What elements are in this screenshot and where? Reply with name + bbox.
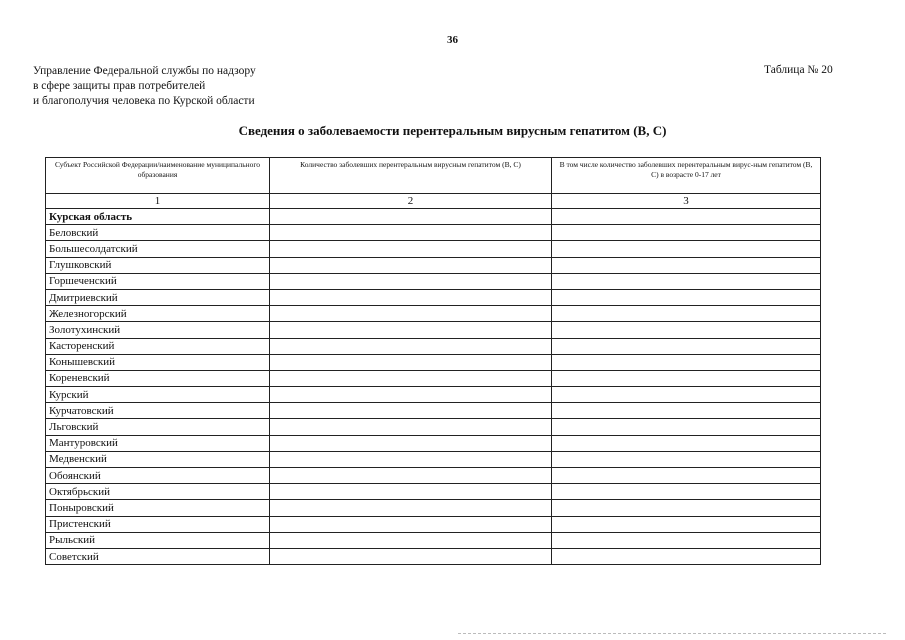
page-number: 36 [447,34,458,46]
cases-0-17-cell[interactable] [552,468,821,484]
cases-0-17-cell[interactable] [552,306,821,322]
total-cases-cell[interactable] [270,306,552,322]
table-row [46,225,821,241]
cases-0-17-cell[interactable] [552,548,821,564]
column-header-total-cases: Количество заболевших перентеральным вирусным гепатитом (В, С) [270,158,552,194]
district-name-cell: Обоянский [46,468,270,484]
total-cases-cell[interactable] [270,257,552,273]
footer-divider [458,633,886,634]
district-name-cell: Железногорский [46,306,270,322]
table-row [46,435,821,451]
column-header-cases-0-17: В том числе количество заболевших перентеральным вирус-ным гепатитом (В, С) в возрасте 0-17 лет [552,158,821,194]
district-name-cell: Курская область [46,209,270,225]
total-cases-cell[interactable] [270,338,552,354]
table-row [46,468,821,484]
cases-0-17-cell[interactable] [552,516,821,532]
document-title: Сведения о заболеваемости перентеральным вирусным гепатитом (В, С) [238,123,667,138]
total-cases-cell[interactable] [270,209,552,225]
total-cases-cell[interactable] [270,225,552,241]
table-row [46,338,821,354]
total-cases-cell[interactable] [270,322,552,338]
organization-header [33,64,256,109]
column-header-subject: Субъект Российской Федерации/наименование муниципального образования [46,158,270,194]
district-name-cell: Рыльский [46,532,270,548]
table-row [46,322,821,338]
table-row [46,532,821,548]
total-cases-cell[interactable] [270,241,552,257]
district-name-cell: Горшеченский [46,273,270,289]
table-row [46,257,821,273]
district-name-cell: Дмитриевский [46,289,270,305]
total-cases-cell[interactable] [270,370,552,386]
total-cases-cell[interactable] [270,548,552,564]
cases-0-17-cell[interactable] [552,273,821,289]
total-cases-cell[interactable] [270,532,552,548]
table-row [46,306,821,322]
district-name-cell: Курчатовский [46,403,270,419]
district-name-cell: Кореневский [46,370,270,386]
table-row [46,500,821,516]
column-number-row [46,194,821,209]
cases-0-17-cell[interactable] [552,257,821,273]
table-row [46,289,821,305]
total-cases-cell[interactable] [270,435,552,451]
total-cases-cell[interactable] [270,354,552,370]
cases-0-17-cell[interactable] [552,451,821,467]
table-row [46,484,821,500]
cases-0-17-cell[interactable] [552,370,821,386]
table-row [46,451,821,467]
district-name-cell: Большесолдатский [46,241,270,257]
district-name-cell: Беловский [46,225,270,241]
table-row [46,209,821,225]
total-cases-cell[interactable] [270,451,552,467]
total-cases-cell[interactable] [270,484,552,500]
table-number: Таблица № 20 [764,64,833,76]
column-number: 2 [270,194,552,209]
total-cases-cell[interactable] [270,500,552,516]
cases-0-17-cell[interactable] [552,500,821,516]
cases-0-17-cell[interactable] [552,322,821,338]
cases-0-17-cell[interactable] [552,209,821,225]
organization-line: в сфере защиты прав потребителей [33,80,206,92]
table-row [46,516,821,532]
table-row [46,370,821,386]
district-name-cell: Советский [46,548,270,564]
total-cases-cell[interactable] [270,516,552,532]
cases-0-17-cell[interactable] [552,225,821,241]
total-cases-cell[interactable] [270,403,552,419]
cases-0-17-cell[interactable] [552,387,821,403]
district-name-cell: Глушковский [46,257,270,273]
total-cases-cell[interactable] [270,273,552,289]
district-name-cell: Пристенский [46,516,270,532]
column-number: 1 [46,194,270,209]
cases-0-17-cell[interactable] [552,419,821,435]
district-name-cell: Поныровский [46,500,270,516]
total-cases-cell[interactable] [270,419,552,435]
cases-0-17-cell[interactable] [552,354,821,370]
district-name-cell: Касторенский [46,338,270,354]
cases-0-17-cell[interactable] [552,532,821,548]
total-cases-cell[interactable] [270,289,552,305]
district-name-cell: Курский [46,387,270,403]
total-cases-cell[interactable] [270,468,552,484]
table-row [46,354,821,370]
table-row [46,273,821,289]
cases-0-17-cell[interactable] [552,241,821,257]
organization-line: и благополучия человека по Курской области [33,95,255,107]
cases-0-17-cell[interactable] [552,403,821,419]
organization-line: Управление Федеральной службы по надзору [33,65,256,77]
district-name-cell: Конышевский [46,354,270,370]
district-name-cell: Медвенский [46,451,270,467]
total-cases-cell[interactable] [270,387,552,403]
table-row [46,548,821,564]
district-name-cell: Золотухинский [46,322,270,338]
table-row [46,403,821,419]
cases-0-17-cell[interactable] [552,289,821,305]
district-name-cell: Октябрьский [46,484,270,500]
cases-0-17-cell[interactable] [552,484,821,500]
column-number: 3 [552,194,821,209]
data-table [45,157,821,565]
table-row [46,241,821,257]
cases-0-17-cell[interactable] [552,338,821,354]
cases-0-17-cell[interactable] [552,435,821,451]
district-name-cell: Мантуровский [46,435,270,451]
table-header-row [46,158,821,194]
table-row [46,387,821,403]
table-row [46,419,821,435]
district-name-cell: Льговский [46,419,270,435]
